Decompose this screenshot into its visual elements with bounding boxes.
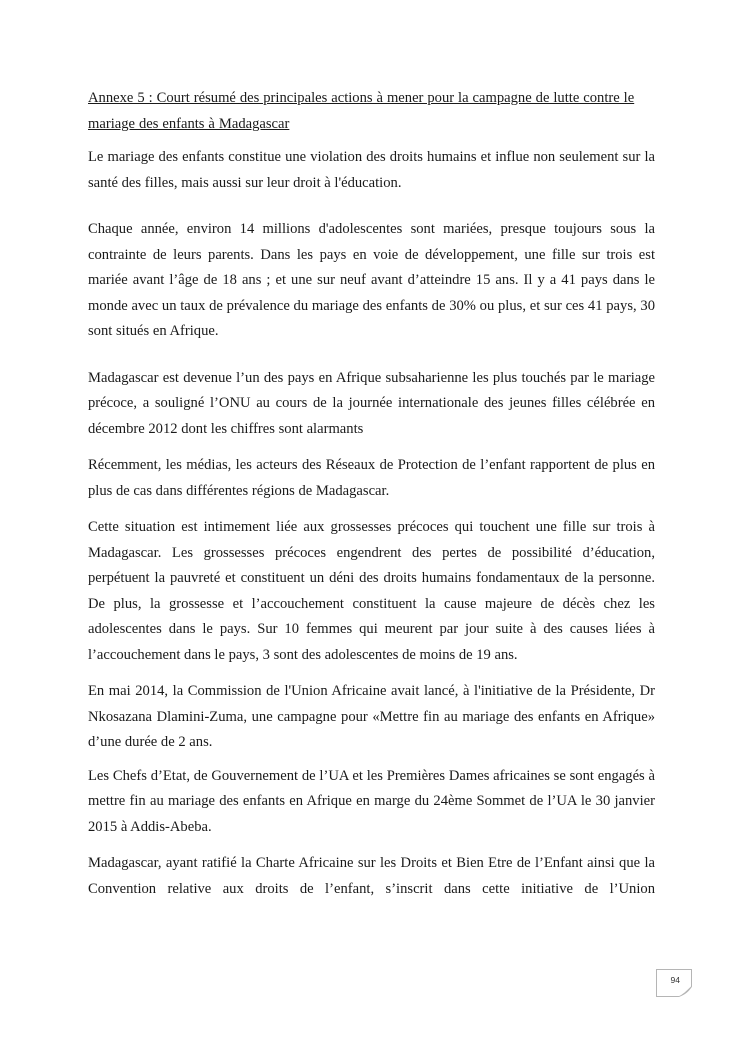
page-curl-icon [678,986,692,997]
paragraph-media-reports: Récemment, les médias, les acteurs des Réseaux de Protection de l’enfant rapportent de plus en plus de cas dans différentes régions de Madagascar. [88,457,655,499]
annex-heading: Annexe 5 : Court résumé des principales actions à mener pour la campagne de lutte contre le mariage des enfants à Madagascar [88,90,635,132]
paragraph-global-statistics: Chaque année, environ 14 millions d'adolescentes sont mariées, presque toujours sous la contrainte de leurs parents. Dans les pays en voie de développement, une fille sur trois est mariée avant l’âge de 18 ans ; et une sur neuf avant d’atteindre 15 ans. Il y a 41 pays dans le monde avec un taux de prévalence du mariage des enfants de 30% ou plus, et sur ces 41 pays, 30 sont situés en Afrique. [88,221,655,339]
page-content [88,86,655,902]
paragraph-early-pregnancy: Cette situation est intimement liée aux grossesses précoces qui touchent une fille sur trois à Madagascar. Les grossesses précoces engendrent des pertes de possibilité d’éducation, perpétuent la pauvreté et constituent un déni des droits humains fondamentaux de la personne. De plus, la grossesse et l’accouchement constituent la cause majeure de décès chez les adolescentes dans le pays. Sur 10 femmes qui meurent par jour suite à des causes liées à l’accouchement dans le pays, 3 sont des adolescentes de moins de 19 ans. [88,519,655,663]
paragraph-au-campaign: En mai 2014, la Commission de l'Union Africaine avait lancé, à l'initiative de la Présidente, Dr Nkosazana Dlamini-Zuma, une campagne pour «Mettre fin au mariage des enfants en Afrique» d’une durée de 2 ans. [88,683,655,750]
paragraph-au-summit: Les Chefs d’Etat, de Gouvernement de l’UA et les Premières Dames africaines se sont engagés à mettre fin au mariage des enfants en Afrique en marge du 24ème Sommet de l’UA le 30 janvier 2015 à Addis-Abeba. [88,767,655,835]
paragraph-charter-ratification: Madagascar, ayant ratifié la Charte Africaine sur les Droits et Bien Etre de l’Enfant ainsi que la Convention relative aux droits de l’enfant, s’inscrit dans cette initiative de l’Union [88,855,655,897]
paragraph-madagascar-situation: Madagascar est devenue l’un des pays en Afrique subsaharienne les plus touchés par le mariage précoce, a souligné l’ONU au cours de la journée internationale des jeunes filles célébrée en décembre 2012 dont les chiffres sont alarmants [88,369,655,437]
page-number: 94 [670,975,680,985]
page-number-box [656,969,692,997]
paragraph-intro: Le mariage des enfants constitue une violation des droits humains et influe non seulement sur la santé des filles, mais aussi sur leur droit à l'éducation. [88,149,655,191]
